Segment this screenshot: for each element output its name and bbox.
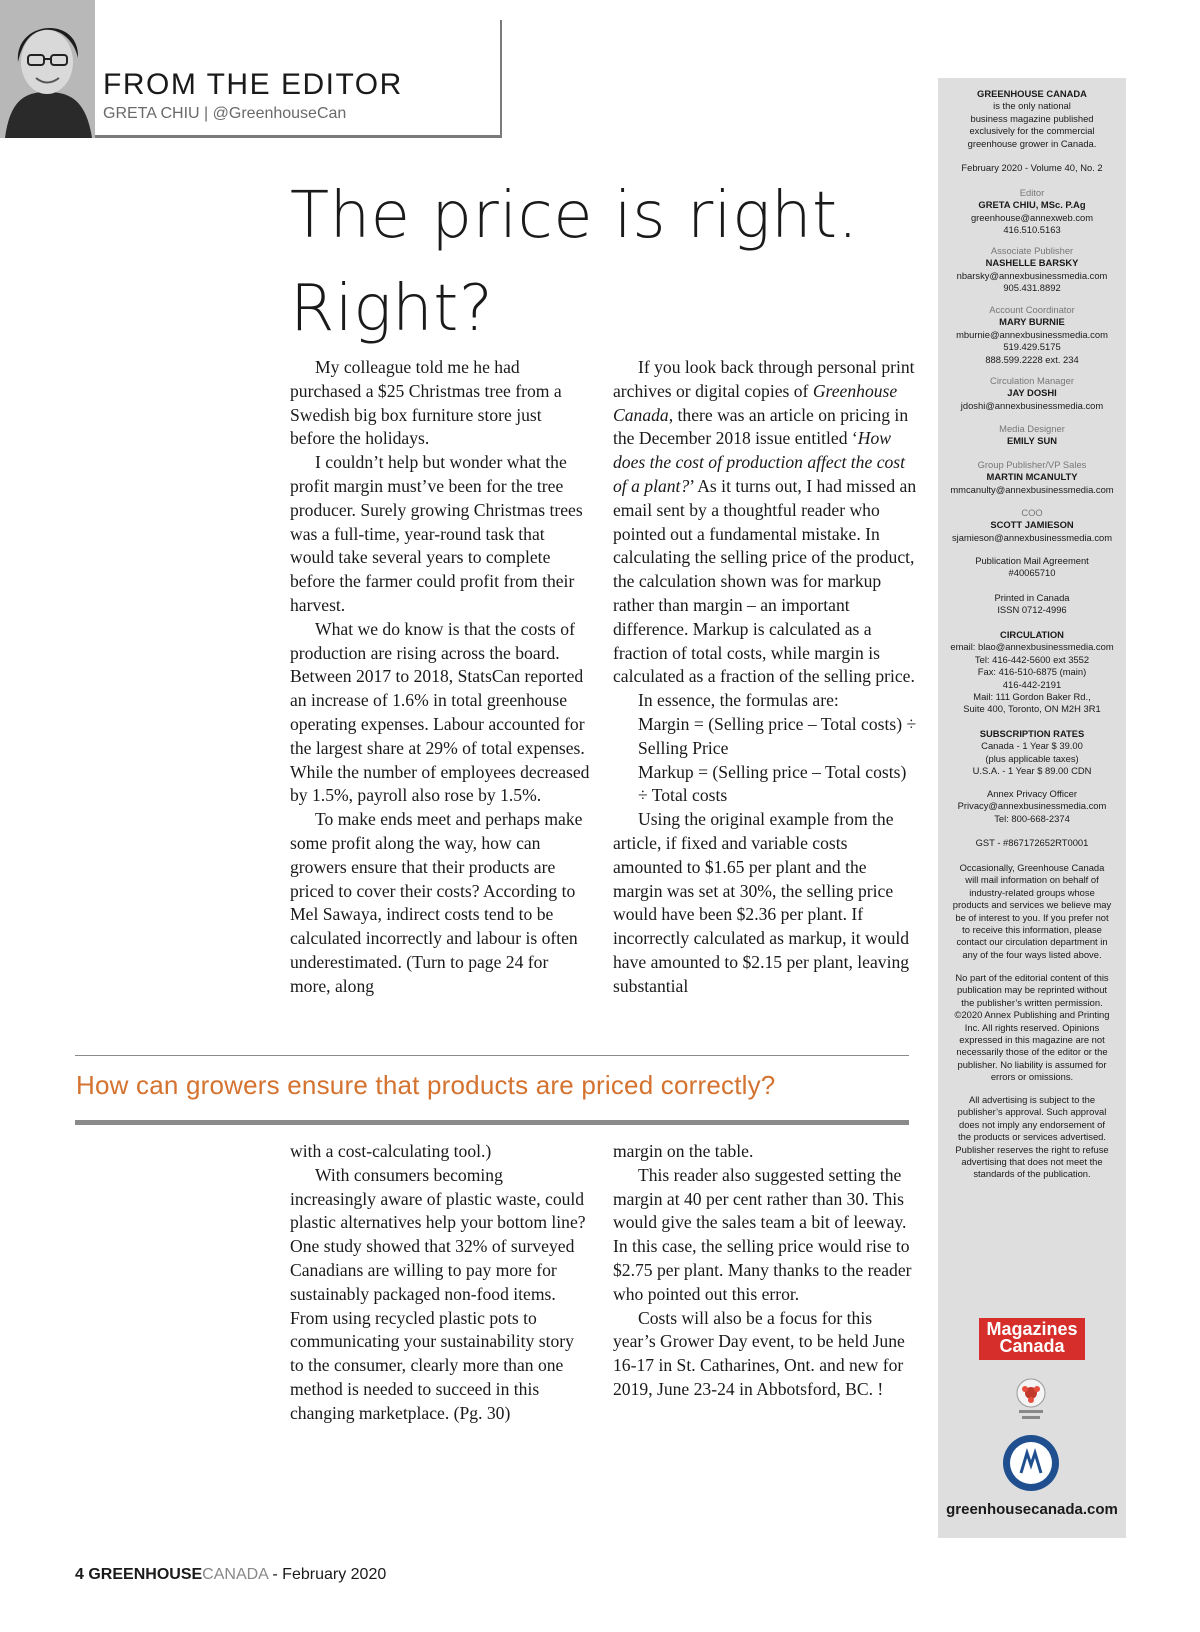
notice-line: expressed in this magazine are not (959, 1034, 1105, 1046)
staff-name: MARTIN MCANULTY (986, 471, 1078, 483)
staff-contact: jdoshi@annexbusinessmedia.com (960, 399, 1104, 411)
circulation-line: Suite 400, Toronto, ON M2H 3R1 (963, 703, 1101, 715)
notice-line: No part of the editorial content of this (955, 972, 1109, 983)
publication-name: GREENHOUSE CANADA (977, 88, 1087, 99)
notice-line: will mail information on behalf of (965, 874, 1099, 886)
printed-line: ISSN 0712-4996 (997, 604, 1067, 616)
footer-date: - February 2020 (272, 1566, 387, 1583)
staff-name: EMILY SUN (1006, 435, 1057, 447)
website-link[interactable]: greenhousecanada.com (946, 1501, 1118, 1518)
staff-name: MARY BURNIE (999, 316, 1065, 328)
staff-circulation-manager (938, 375, 1126, 412)
notice-line: products and services we believe may (952, 899, 1112, 911)
staff-account-coordinator (938, 304, 1126, 366)
mailing-notice (938, 862, 1126, 961)
mail-agreement-line: Publication Mail Agreement (975, 555, 1089, 566)
advertising-notice (938, 1094, 1126, 1181)
notice-line: Inc. All rights reserved. Opinions (964, 1021, 1100, 1033)
staff-contact: 519.429.5175 (1003, 341, 1061, 353)
article-column-2 (613, 356, 918, 999)
notice-line: contact our circulation department in (956, 936, 1108, 948)
paragraph: Using the original example from the article, if fixed and variable costs amounted to $1.65 per plant and the margin was set at 30%, the selling price would have been $2.36 per plant. If incorrectly calculated as markup, it would have amounted to $2.15 per plant, leaving substantial (613, 809, 910, 996)
mail-agreement-line: #40065710 (1008, 567, 1056, 579)
notice-line: publisher’s approval. Such approval (957, 1106, 1107, 1118)
magazine-title: Greenhouse Canada (613, 380, 898, 425)
text-run: ’ As it turns out, I had missed an email sent by a thoughtful reader who pointed out a fundamental mistake. In calculating the selling price of the product, the calculation shown was for markup rather than margin – an important difference. Markup is calculated as a fraction of total costs, while margin is calculated as a fraction of the selling price. (613, 475, 917, 687)
section-label: FROM THE EDITOR (103, 68, 403, 101)
gst-number: GST - #867172652RT0001 (975, 837, 1089, 848)
notice-line: the products or services advertised. (958, 1131, 1106, 1143)
privacy-officer (938, 788, 1126, 825)
paragraph: I couldn’t help but wonder what the profit margin must’ve been for the tree producer. Surely growing Christmas trees was a full-time, year-round task that would take several years to complete before the farmer could profit from their harvest. (290, 452, 583, 615)
circulation-line: Tel: 416-442-5600 ext 3552 (974, 653, 1090, 665)
staff-role: Media Designer (999, 423, 1065, 434)
paragraph: margin on the table. (613, 1141, 754, 1161)
notice-line: to receive this information, please (962, 924, 1102, 936)
staff-role: Associate Publisher (990, 245, 1074, 256)
masthead-publication (938, 88, 1126, 150)
notice-line: ©2020 Annex Publishing and Printing (954, 1009, 1110, 1021)
logo-text: Canada (999, 1336, 1065, 1356)
formula-margin: Margin = (Selling price – Total costs) ÷ Selling Price (638, 713, 917, 758)
publication-desc-line: is the only national (993, 100, 1071, 112)
notice-line: Occasionally, Greenhouse Canada (959, 862, 1105, 873)
notice-line: does not imply any endorsement of (959, 1118, 1105, 1130)
paragraph (613, 356, 918, 689)
circulation-line: Fax: 416-510-6875 (main) (977, 666, 1087, 678)
privacy-line: Annex Privacy Officer (987, 788, 1077, 799)
notice-line: All advertising is subject to the (968, 1094, 1096, 1105)
circulation-line: Mail: 111 Gordon Baker Rd., (973, 691, 1091, 703)
publication-desc-line: greenhouse grower in Canada. (967, 137, 1097, 149)
paragraph: This reader also suggested setting the margin at 40 per cent rather than 30. This would give the sales team a bit of leeway. In this case, the selling price would rise to $2.75 per plant. Many thanks to the reader who pointed out this error. (613, 1164, 912, 1304)
notice-line: the publisher’s written permission. (961, 996, 1103, 1008)
notice-line: publication may be reprinted without (956, 984, 1108, 996)
circulation-line: 416-442-2191 (1002, 678, 1062, 690)
page-footer (75, 1566, 386, 1584)
editor-photo (0, 0, 95, 138)
staff-editor (938, 187, 1126, 237)
paragraph: Costs will also be a focus for this year’s Grower Day event, to be held June 16-17 in St. Catharines, Ont. and new for 2019, June 23-24 in Abbotsford, BC. ! (613, 1307, 905, 1399)
staff-contact: 905.431.8892 (1003, 282, 1061, 294)
page-number: 4 (75, 1566, 84, 1583)
paragraph: To make ends meet and perhaps make some profit along the way, how can growers ensure that their products are priced to cover their costs? According to Mel Sawaya, indirect costs tend to be calculated incorrectly and labour is often underestimated. (Turn to page 24 for more, along (290, 809, 583, 996)
staff-coo (938, 507, 1126, 544)
staff-media-designer (938, 423, 1126, 448)
staff-contact: mmcanulty@annexbusinessmedia.com (950, 483, 1114, 495)
paragraph: With consumers becoming increasingly aware of plastic waste, could plastic alternatives help your bottom line? One study showed that 32% of surveyed Canadians are willing to pay more for sustainably packaged non-food items. From using recycled plastic pots to communicating your sustainability story to the consumer, clearly more than one method is needed to succeed in this changing marketplace. (Pg. 30) (290, 1164, 586, 1423)
subscription-rates (938, 728, 1126, 778)
privacy-line: Tel: 800-668-2374 (994, 812, 1070, 824)
staff-name: SCOTT JAMIESON (990, 519, 1074, 531)
headline-line-1: The price is right. (290, 179, 859, 253)
cci-certified-logo (1001, 1433, 1061, 1493)
staff-associate-publisher (938, 245, 1126, 295)
footer-brand-light: CANADA (202, 1566, 268, 1583)
notice-line: Publisher reserves the right to refuse (955, 1143, 1109, 1155)
subscription-title: SUBSCRIPTION RATES (979, 728, 1085, 739)
paragraph: In essence, the formulas are: (638, 690, 839, 711)
pullquote: How can growers ensure that products are priced correctly? (76, 1070, 776, 1100)
subscription-line: U.S.A. - 1 Year $ 89.00 CDN (972, 765, 1092, 777)
staff-role: Editor (1019, 187, 1045, 198)
paragraph: My colleague told me he had purchased a $25 Christmas tree from a Swedish big box furniture store just before the holidays. (290, 357, 562, 449)
notice-line: any of the four ways listed above. (962, 948, 1102, 960)
text-run: , there was an article on pricing in the December 2018 issue entitled ‘ (613, 404, 909, 449)
header-rule-vertical (500, 20, 502, 137)
paragraph: with a cost-calculating tool.) (290, 1141, 492, 1161)
paragraph: What we do know is that the costs of production are rising across the board. Between 2017 to 2018, StatsCan reported an increase of 1.6% in total greenhouse operating expenses. Labour accounted for the largest share at 29% of total expenses. While the number of employees decreased by 1.5%, payroll also rose by 1.5%. (290, 618, 590, 806)
staff-role: Circulation Manager (990, 375, 1074, 386)
printed-info (938, 592, 1126, 617)
notice-line: advertising that does not meet the (961, 1156, 1103, 1168)
headline (290, 170, 890, 356)
staff-contact: greenhouse@annexweb.com (970, 211, 1094, 223)
staff-contact: mburnie@annexbusinessmedia.com (956, 328, 1108, 340)
staff-contact: nbarsky@annexbusinessmedia.com (956, 269, 1108, 281)
article-title: How does the cost of production affect the cost of a plant? (613, 428, 906, 496)
staff-name: GRETA CHIU, MSc. P.Ag (978, 199, 1086, 211)
pullquote-rule-bottom (75, 1120, 909, 1125)
circulation-block (938, 629, 1126, 716)
privacy-line: Privacy@annexbusinessmedia.com (957, 800, 1107, 812)
mail-agreement (938, 555, 1126, 580)
notice-line: errors or omissions. (990, 1071, 1074, 1083)
text-run: If you look back through personal print archives or digital copies of (613, 357, 915, 401)
circulation-title: CIRCULATION (1000, 629, 1064, 640)
article-column-4 (613, 1140, 918, 1402)
staff-role: Group Publisher/VP Sales (977, 459, 1087, 470)
headline-line-2: Right? (290, 272, 494, 346)
staff-role: Account Coordinator (989, 304, 1075, 315)
notice-line: publisher. No liability is assumed for (957, 1058, 1107, 1070)
logo-text: Magazines (986, 1319, 1078, 1339)
staff-name: NASHELLE BARSKY (985, 257, 1079, 269)
issue-info: February 2020 - Volume 40, No. 2 (961, 162, 1103, 173)
flowers-canada-growers-logo (1013, 1377, 1049, 1423)
byline: GRETA CHIU | @GreenhouseCan (103, 105, 347, 122)
formula-markup: Markup = (Selling price – Total costs) ÷ Total costs (638, 761, 907, 806)
printed-line: Printed in Canada (994, 592, 1070, 603)
publication-desc-line: business magazine published (970, 112, 1094, 124)
article-column-3 (290, 1140, 590, 1426)
article-column-1 (290, 356, 590, 999)
staff-role: COO (1021, 507, 1043, 518)
staff-group-publisher (938, 459, 1126, 496)
subscription-line: (plus applicable taxes) (985, 752, 1079, 764)
magazines-canada-logo (979, 1318, 1085, 1360)
notice-line: be of interest to you. If you prefer not (955, 911, 1109, 923)
notice-line: industry-related groups whose (969, 886, 1095, 898)
header-rule-horizontal (95, 135, 502, 138)
staff-name: JAY DOSHI (1007, 387, 1057, 399)
circulation-line: email: blao@annexbusinessmedia.com (950, 641, 1114, 653)
staff-contact: sjamieson@annexbusinessmedia.com (951, 531, 1113, 543)
staff-contact: 416.510.5163 (1003, 224, 1061, 236)
notice-line: standards of the publication. (973, 1168, 1091, 1180)
pullquote-rule-top (75, 1055, 909, 1056)
subscription-line: Canada - 1 Year $ 39.00 (981, 740, 1083, 752)
notice-line: necessarily those of the editor or the (956, 1046, 1108, 1058)
staff-contact: 888.599.2228 ext. 234 (985, 353, 1079, 365)
footer-brand-bold: GREENHOUSE (88, 1566, 203, 1583)
publication-desc-line: exclusively for the commercial (969, 125, 1095, 137)
copyright-notice (938, 972, 1126, 1084)
